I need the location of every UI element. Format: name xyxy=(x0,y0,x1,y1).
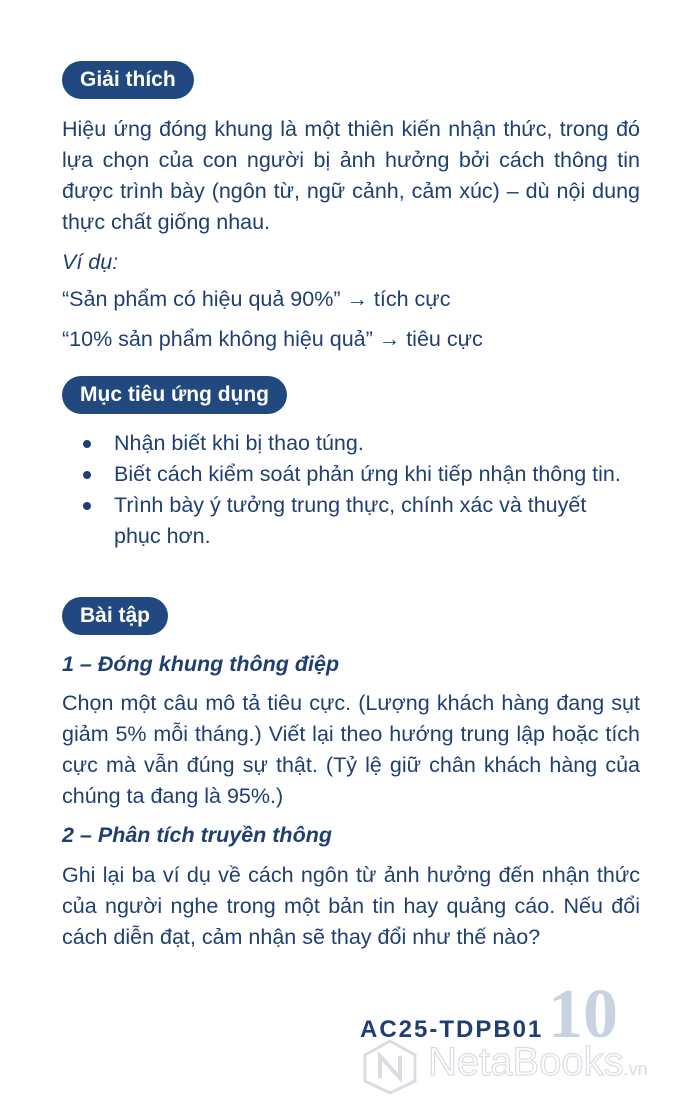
explanation-paragraph: Hiệu ứng đóng khung là một thiên kiến nhận thức, trong đó lựa chọn của con người bị ảnh hưởng bởi cách thông tin được trình bày (ngôn từ, ngữ cảnh, cảm xúc) – dù nội dung thực chất giống nhau. xyxy=(62,117,640,234)
bullet-icon xyxy=(83,471,91,479)
list-item xyxy=(62,428,622,459)
list-item xyxy=(62,490,622,552)
list-item-text: Nhận biết khi bị thao túng. xyxy=(114,431,364,455)
example-negative: “10% sản phẩm không hiệu quả” → tiêu cực xyxy=(62,327,483,351)
exercise-1-text: Chọn một câu mô tả tiêu cực. (Lượng khách hàng đang sụt giảm 5% mỗi tháng.) Viết lại theo hướng trung lập hoặc tích cực mà vẫn đúng sự thật. (Tỷ lệ giữ chân khách hàng của chúng ta đang là 95%.) xyxy=(62,691,640,808)
exercise-2-title: 2 – Phân tích truyền thông xyxy=(62,823,332,847)
section-badge-objectives: Mục tiêu ứng dụng xyxy=(62,376,287,414)
list-item xyxy=(62,459,622,490)
bullet-icon xyxy=(83,502,91,510)
page-number: 10 xyxy=(548,976,618,1053)
objectives-list xyxy=(62,428,622,552)
list-item-text: Trình bày ý tưởng trung thực, chính xác và thuyết phục hơn. xyxy=(114,493,587,548)
example-positive: “Sản phẩm có hiệu quả 90%” → tích cực xyxy=(62,287,451,311)
exercise-2-text: Ghi lại ba ví dụ về cách ngôn từ ảnh hưởng đến nhận thức của người nghe trong một bản tin hay quảng cáo. Nếu đổi cách diễn đạt, cảm nhận sẽ thay đổi như thế nào? xyxy=(62,863,640,949)
example-label: Ví dụ: xyxy=(62,250,119,274)
bullet-icon xyxy=(83,440,91,448)
document-code: AC25-TDPB01 xyxy=(360,1016,544,1043)
watermark xyxy=(360,1038,690,1094)
section-badge-explanation: Giải thích xyxy=(62,61,194,99)
list-item-text: Biết cách kiểm soát phản ứng khi tiếp nhận thông tin. xyxy=(114,462,621,486)
watermark-logo-icon xyxy=(360,1038,420,1094)
watermark-text: NetaBooks.vn xyxy=(428,1040,648,1084)
watermark-suffix: .vn xyxy=(623,1059,648,1079)
exercise-1-title: 1 – Đóng khung thông điệp xyxy=(62,652,340,676)
section-badge-exercises: Bài tập xyxy=(62,597,168,635)
